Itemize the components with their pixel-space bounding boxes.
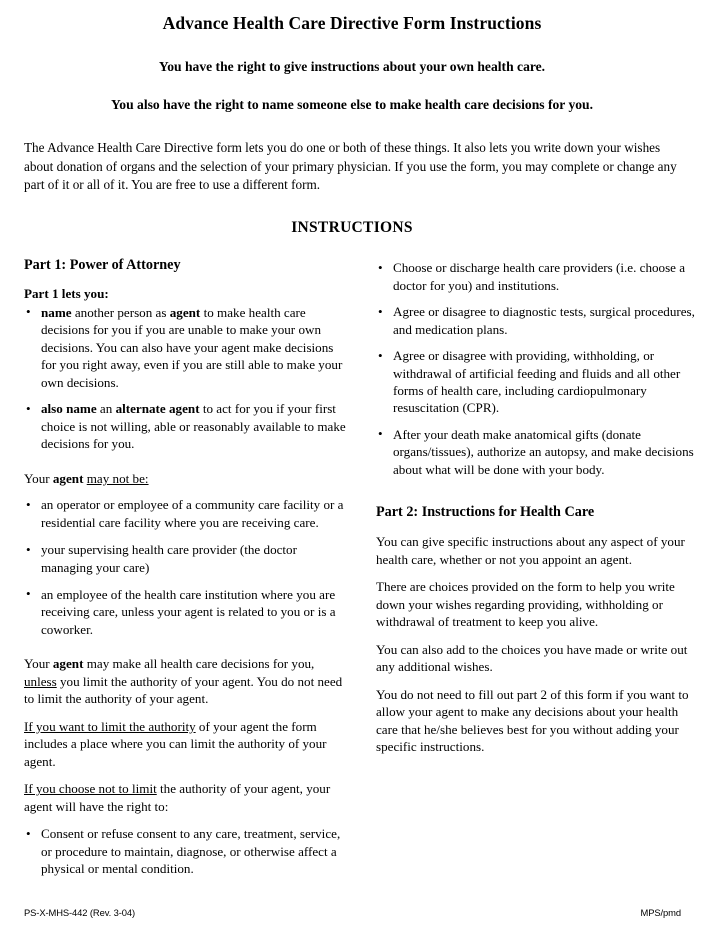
limit-authority-paragraph <box>24 718 350 770</box>
part2-paragraph-3: You can also add to the choices you have made or write out any additional wishes. <box>376 641 688 675</box>
part2-heading: Part 2: Instructions for Health Care <box>376 504 595 521</box>
list-item: • an employee of the health care institution where you are receiving care, unless your agent is related to you or is a coworker. <box>24 586 350 638</box>
list-item: • your supervising health care provider (the doctor managing your care) <box>24 541 350 576</box>
para-rest: the authority of your agent, your agent will have the right to: <box>24 781 331 814</box>
list-item: • Choose or discharge health care providers (i.e. choose a doctor for you) and institutions. <box>376 259 702 294</box>
para-prefix: Your <box>24 656 53 672</box>
page-title: Advance Health Care Directive Form Instructions <box>162 13 542 33</box>
imprint-code: MPS/pmd <box>640 907 681 918</box>
two-column-body <box>0 237 704 877</box>
lede-line-1: You have the right to give instructions about your own health care. <box>158 59 546 74</box>
para-underlined-lead: If you want to limit the authority <box>24 718 196 734</box>
agent-may-not-be-label <box>24 470 350 487</box>
list-item-bold-lead: also name <box>41 401 97 417</box>
para-bold-agent: agent <box>52 656 84 672</box>
agent-restrictions-list <box>24 496 350 638</box>
instructions-heading: INSTRUCTIONS <box>291 219 413 237</box>
list-item <box>24 400 350 452</box>
list-item-bold-lead: name <box>41 304 72 320</box>
list-item: • Consent or refuse consent to any care, treatment, service, or procedure to maintain, diagnose, or otherwise affect a physical or mental condition. <box>24 825 350 877</box>
list-item: • Agree or disagree with providing, withholding, or withdrawal of artificial feeding and fluids and all other forms of health care, including cardiopulmonary resuscitation (CPR). <box>376 347 702 417</box>
list-item-bold-term: agent <box>169 304 201 320</box>
list-item-text-rest: to act for you if your first choice is not willing, able or reasonably available to make decisions for you. <box>41 401 346 452</box>
part1-heading: Part 1: Power of Attorney <box>24 257 181 274</box>
part2-paragraph-1: You can give specific instructions about any aspect of your health care, whether or not you appoint an agent. <box>376 534 685 567</box>
list-item-bold-term: alternate agent <box>115 401 200 417</box>
agent-authority-paragraph <box>24 655 350 707</box>
list-item: • an operator or employee of a community care facility or a residential care facility where you are receiving care. <box>24 496 350 531</box>
list-item-text: an <box>96 401 116 417</box>
part1-lets-you-list <box>24 304 350 453</box>
list-item <box>24 304 350 391</box>
part1-lets-you-label: Part 1 lets you: <box>24 286 109 302</box>
right-column <box>376 257 702 765</box>
not-limit-authority-paragraph <box>24 780 350 815</box>
list-item-text: another person as <box>71 304 170 320</box>
para-mid-1: may make all health care decisions for you, <box>83 656 315 672</box>
form-number: PS-X-MHS-442 (Rev. 3-04) <box>24 907 135 918</box>
para-rest: of your agent the form includes a place where you can limit the authority of your agent. <box>24 718 327 769</box>
list-item-text-rest: to make health care decisions for you if you are unable to make your own decisions. You can also have your agent make decisions for you right away, even if you are still able to make your own decisions. <box>41 304 343 390</box>
para-mid-2: you limit the authority of your agent. You do not need to limit the authority of your agent. <box>24 673 343 707</box>
label-underlined: may not be: <box>86 470 149 486</box>
page-footer <box>24 907 681 918</box>
intro-paragraph: The Advance Health Care Directive form lets you do one or both of these things. It also lets you write down your wishes about donation of organs and the selection of your primary physician. If you use the form, you may complete or change any part of it or all of it. You are free to use a different form. <box>24 139 677 193</box>
lede-line-2: You also have the right to name someone else to make health care decisions for you. <box>110 96 594 112</box>
agent-rights-list-right <box>376 259 702 478</box>
label-prefix: Your <box>24 470 53 486</box>
part2-paragraph-2: There are choices provided on the form to help you write down your wishes regarding providing, withholding or withdrawal of treatment to keep you alive. <box>376 579 675 630</box>
part2-paragraph-4: You do not need to fill out part 2 of this form if you want to allow your agent to make any decisions about your health care that he/she believes best for you without adding your specific instructions. <box>376 686 689 755</box>
para-underlined-unless: unless <box>24 673 57 689</box>
list-item: • Agree or disagree to diagnostic tests, surgical procedures, and medication plans. <box>376 303 702 338</box>
para-underlined-lead: If you choose not to limit <box>24 781 157 797</box>
list-item: • After your death make anatomical gifts (donate organs/tissues), authorize an autopsy, and make decisions about what will be done with your body. <box>376 426 702 478</box>
label-bold-agent: agent <box>52 470 84 486</box>
agent-rights-list-left <box>24 825 350 877</box>
left-column <box>24 257 350 877</box>
